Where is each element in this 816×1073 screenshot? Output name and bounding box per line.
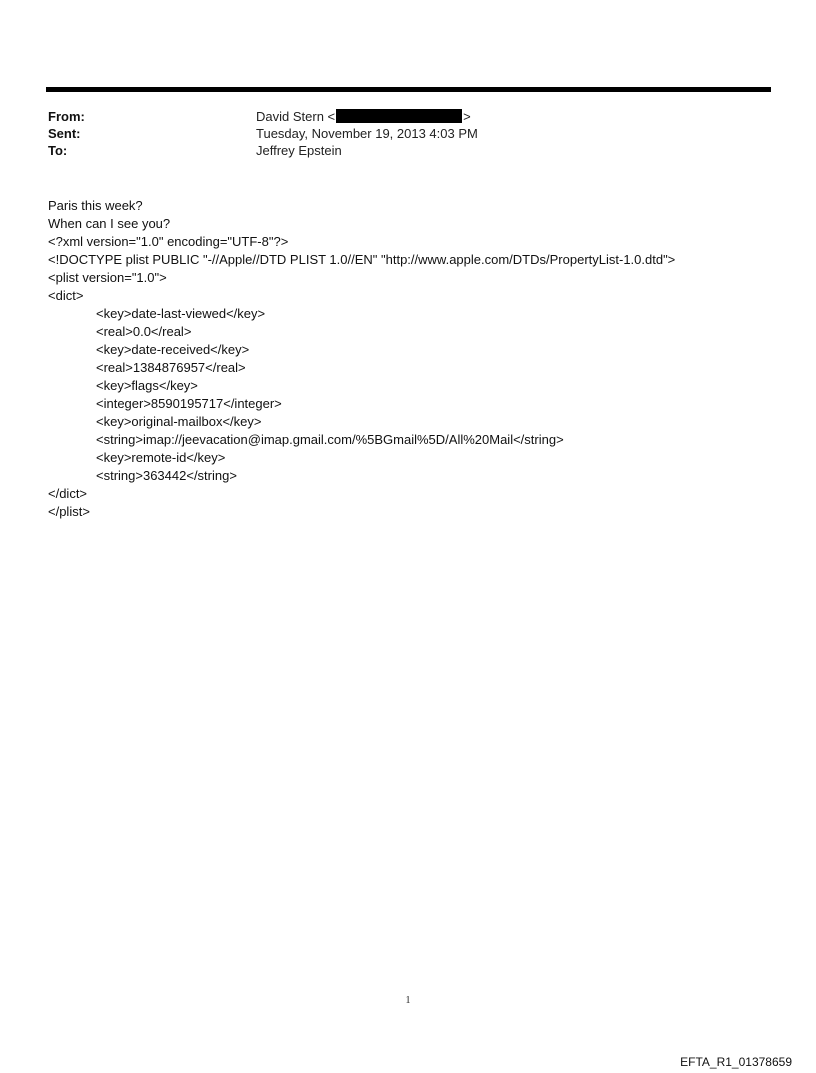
to-row xyxy=(48,142,768,159)
body-line: <key>remote-id</key> xyxy=(96,450,226,465)
from-value xyxy=(256,108,471,125)
email-close-bracket: > xyxy=(463,109,471,124)
body-line: Paris this week? xyxy=(48,198,143,213)
body-line: <key>date-last-viewed</key> xyxy=(96,306,266,321)
body-line: <real>0.0</real> xyxy=(96,324,192,339)
redaction-block xyxy=(336,109,462,123)
body-line: </plist> xyxy=(48,504,90,519)
from-row xyxy=(48,108,768,125)
body-line: <integer>8590195717</integer> xyxy=(96,396,282,411)
sent-row xyxy=(48,125,768,142)
body-line: <real>1384876957</real> xyxy=(96,360,246,375)
sent-value: Tuesday, November 19, 2013 4:03 PM xyxy=(256,126,478,141)
body-line: <key>original-mailbox</key> xyxy=(96,414,262,429)
body-line: </dict> xyxy=(48,486,88,501)
to-label: To: xyxy=(48,143,68,158)
sender-name: David Stern xyxy=(256,109,324,124)
body-line: <plist version="1.0"> xyxy=(48,270,167,285)
to-value: Jeffrey Epstein xyxy=(256,143,342,158)
page-number: 1 xyxy=(405,995,411,1006)
body-line: <!DOCTYPE plist PUBLIC "-//Apple//DTD PLIST 1.0//EN" "http://www.apple.com/DTDs/PropertyList-1.0.dtd"> xyxy=(48,252,676,267)
body-line: <string>imap://jeevacation@imap.gmail.com/%5BGmail%5D/All%20Mail</string> xyxy=(96,432,564,447)
email-body xyxy=(48,197,768,521)
body-line: <string>363442</string> xyxy=(96,468,237,483)
from-label: From: xyxy=(48,109,85,124)
body-line: <key>flags</key> xyxy=(96,378,198,393)
body-line: <?xml version="1.0" encoding="UTF-8"?> xyxy=(48,234,289,249)
body-line: <key>date-received</key> xyxy=(96,342,250,357)
bates-number: EFTA_R1_01378659 xyxy=(680,1055,792,1069)
sent-label: Sent: xyxy=(48,126,81,141)
email-header xyxy=(48,108,768,159)
body-line: When can I see you? xyxy=(48,216,171,231)
header-divider xyxy=(46,87,771,92)
body-line: <dict> xyxy=(48,288,84,303)
email-open-bracket: < xyxy=(327,109,336,124)
